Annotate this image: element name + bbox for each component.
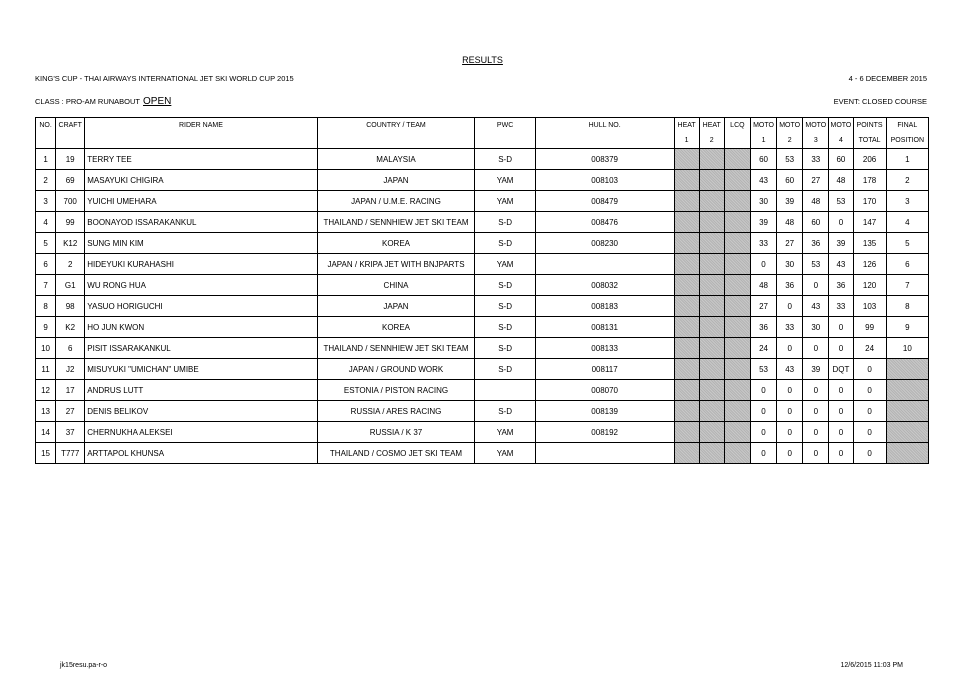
cell-craft: K12 <box>56 233 85 254</box>
table-row <box>36 254 929 275</box>
cell-heat-1 <box>674 170 699 191</box>
cell-country: MALAYSIA <box>317 149 475 170</box>
cell-craft: 99 <box>56 212 85 233</box>
cell-hull: 008139 <box>535 401 674 422</box>
cell-heat-2 <box>699 296 724 317</box>
cell-lcq <box>724 191 750 212</box>
cell-country: THAILAND / COSMO JET SKI TEAM <box>317 443 475 464</box>
subheader-row <box>36 133 929 149</box>
cell-rider: HIDEYUKI KURAHASHI <box>85 254 317 275</box>
cell-craft: 69 <box>56 170 85 191</box>
cell-pwc: S-D <box>475 149 535 170</box>
cell-points-total: 120 <box>853 275 886 296</box>
cell-heat-2 <box>699 149 724 170</box>
cell-moto-3: 0 <box>803 380 829 401</box>
cell-lcq <box>724 212 750 233</box>
cell-moto-2: 53 <box>777 149 803 170</box>
table-row <box>36 359 929 380</box>
cell-heat-1 <box>674 149 699 170</box>
cell-lcq <box>724 233 750 254</box>
cell-final-position <box>886 443 928 464</box>
cell-moto-3: 0 <box>803 422 829 443</box>
col-moto-1-num: 1 <box>750 133 776 149</box>
cell-final-position: 4 <box>886 212 928 233</box>
cell-final-position <box>886 401 928 422</box>
cell-craft: K2 <box>56 317 85 338</box>
cell-moto-4: 0 <box>829 380 853 401</box>
cell-no: 5 <box>36 233 56 254</box>
class-line <box>35 96 171 107</box>
cell-pwc: YAM <box>475 422 535 443</box>
cell-moto-4: 36 <box>829 275 853 296</box>
cell-final-position <box>886 380 928 401</box>
cell-moto-3: 0 <box>803 275 829 296</box>
cell-heat-2 <box>699 275 724 296</box>
cell-points-total: 0 <box>853 359 886 380</box>
cell-country: JAPAN <box>317 296 475 317</box>
results-body <box>36 149 929 464</box>
cell-heat-2 <box>699 317 724 338</box>
cell-rider: MASAYUKI CHIGIRA <box>85 170 317 191</box>
cell-moto-2: 39 <box>777 191 803 212</box>
cell-moto-3: 48 <box>803 191 829 212</box>
cell-rider: YASUO HORIGUCHI <box>85 296 317 317</box>
col-moto-4: MOTO <box>829 118 853 134</box>
cell-heat-1 <box>674 401 699 422</box>
cell-heat-2 <box>699 338 724 359</box>
col-final: FINAL <box>886 118 928 134</box>
cell-craft: G1 <box>56 275 85 296</box>
cell-final-position <box>886 359 928 380</box>
cell-pwc: S-D <box>475 317 535 338</box>
cell-hull: 008183 <box>535 296 674 317</box>
cell-no: 13 <box>36 401 56 422</box>
table-row <box>36 401 929 422</box>
cell-pwc: YAM <box>475 254 535 275</box>
cell-moto-3: 30 <box>803 317 829 338</box>
cell-moto-1: 39 <box>750 212 776 233</box>
col-no: NO. <box>36 118 56 134</box>
cell-lcq <box>724 254 750 275</box>
cell-heat-1 <box>674 233 699 254</box>
cell-rider: PISIT ISSARAKANKUL <box>85 338 317 359</box>
cell-lcq <box>724 380 750 401</box>
cell-heat-1 <box>674 212 699 233</box>
cell-rider: TERRY TEE <box>85 149 317 170</box>
cell-moto-2: 0 <box>777 380 803 401</box>
cell-hull: 008379 <box>535 149 674 170</box>
cell-pwc: YAM <box>475 443 535 464</box>
cell-points-total: 178 <box>853 170 886 191</box>
cell-pwc: S-D <box>475 233 535 254</box>
col-moto-2-num: 2 <box>777 133 803 149</box>
cell-craft: 6 <box>56 338 85 359</box>
cell-hull: 008117 <box>535 359 674 380</box>
cell-moto-2: 0 <box>777 422 803 443</box>
cell-moto-1: 33 <box>750 233 776 254</box>
cell-no: 6 <box>36 254 56 275</box>
results-table <box>35 117 929 464</box>
cell-hull: 008032 <box>535 275 674 296</box>
cell-points-total: 147 <box>853 212 886 233</box>
col-moto-1: MOTO <box>750 118 776 134</box>
cell-craft: J2 <box>56 359 85 380</box>
cell-final-position: 2 <box>886 170 928 191</box>
footer-filename: jk15resu.pa-r-o <box>60 662 108 669</box>
cell-country: JAPAN / GROUND WORK <box>317 359 475 380</box>
cell-moto-4: 53 <box>829 191 853 212</box>
cell-pwc: S-D <box>475 296 535 317</box>
cell-heat-1 <box>674 422 699 443</box>
cell-moto-1: 27 <box>750 296 776 317</box>
cell-moto-1: 0 <box>750 422 776 443</box>
cell-final-position: 7 <box>886 275 928 296</box>
cell-heat-2 <box>699 359 724 380</box>
cell-hull: 008103 <box>535 170 674 191</box>
cell-moto-3: 39 <box>803 359 829 380</box>
col-heat-2-num: 2 <box>699 133 724 149</box>
cell-heat-2 <box>699 212 724 233</box>
cell-pwc: S-D <box>475 338 535 359</box>
col-moto-4-num: 4 <box>829 133 853 149</box>
cell-moto-1: 43 <box>750 170 776 191</box>
cell-rider: HO JUN KWON <box>85 317 317 338</box>
cell-moto-4: 0 <box>829 443 853 464</box>
cell-points-total: 24 <box>853 338 886 359</box>
cell-craft: 17 <box>56 380 85 401</box>
col-points: POINTS <box>853 118 886 134</box>
cell-moto-1: 48 <box>750 275 776 296</box>
cell-hull <box>535 443 674 464</box>
cell-no: 1 <box>36 149 56 170</box>
cell-moto-4: 0 <box>829 401 853 422</box>
cell-moto-1: 0 <box>750 254 776 275</box>
cell-craft: 700 <box>56 191 85 212</box>
cell-moto-4: 0 <box>829 422 853 443</box>
cell-moto-2: 0 <box>777 443 803 464</box>
cell-final-position <box>886 422 928 443</box>
col-points-sub: TOTAL <box>853 133 886 149</box>
cell-lcq <box>724 149 750 170</box>
cell-hull: 008230 <box>535 233 674 254</box>
cell-moto-1: 36 <box>750 317 776 338</box>
cell-pwc: S-D <box>475 275 535 296</box>
cell-moto-1: 60 <box>750 149 776 170</box>
cell-points-total: 0 <box>853 443 886 464</box>
cell-no: 11 <box>36 359 56 380</box>
cell-moto-4: 0 <box>829 212 853 233</box>
cell-heat-2 <box>699 191 724 212</box>
cell-points-total: 126 <box>853 254 886 275</box>
table-row <box>36 338 929 359</box>
col-rider: RIDER NAME <box>85 118 317 134</box>
col-moto-3: MOTO <box>803 118 829 134</box>
col-heat-2: HEAT <box>699 118 724 134</box>
cell-country: CHINA <box>317 275 475 296</box>
cell-hull: 008192 <box>535 422 674 443</box>
cell-country: JAPAN <box>317 170 475 191</box>
cell-rider: CHERNUKHA ALEKSEI <box>85 422 317 443</box>
cell-hull: 008476 <box>535 212 674 233</box>
cell-pwc: S-D <box>475 359 535 380</box>
cell-heat-1 <box>674 254 699 275</box>
cell-no: 2 <box>36 170 56 191</box>
cell-moto-3: 0 <box>803 401 829 422</box>
cell-heat-1 <box>674 317 699 338</box>
cell-rider: WU RONG HUA <box>85 275 317 296</box>
cell-moto-4: 43 <box>829 254 853 275</box>
cell-craft: 2 <box>56 254 85 275</box>
cell-hull: 008131 <box>535 317 674 338</box>
cell-heat-2 <box>699 170 724 191</box>
cell-pwc: S-D <box>475 212 535 233</box>
cell-hull: 008479 <box>535 191 674 212</box>
cell-final-position: 1 <box>886 149 928 170</box>
cell-final-position: 8 <box>886 296 928 317</box>
cell-hull: 008133 <box>535 338 674 359</box>
cell-moto-4: 39 <box>829 233 853 254</box>
cell-no: 7 <box>36 275 56 296</box>
cell-country: RUSSIA / K 37 <box>317 422 475 443</box>
cell-moto-2: 33 <box>777 317 803 338</box>
cell-heat-1 <box>674 191 699 212</box>
cell-moto-3: 36 <box>803 233 829 254</box>
cell-moto-2: 48 <box>777 212 803 233</box>
cell-country: KOREA <box>317 317 475 338</box>
cell-pwc: S-D <box>475 401 535 422</box>
col-heat-1-num: 1 <box>674 133 699 149</box>
cell-points-total: 206 <box>853 149 886 170</box>
cell-country: ESTONIA / PISTON RACING <box>317 380 475 401</box>
cell-heat-1 <box>674 296 699 317</box>
cell-no: 10 <box>36 338 56 359</box>
cell-points-total: 103 <box>853 296 886 317</box>
cell-lcq <box>724 443 750 464</box>
cell-moto-2: 0 <box>777 296 803 317</box>
cell-no: 9 <box>36 317 56 338</box>
cell-rider: ARTTAPOL KHUNSA <box>85 443 317 464</box>
header-row <box>36 118 929 134</box>
cell-moto-3: 0 <box>803 443 829 464</box>
cell-country: RUSSIA / ARES RACING <box>317 401 475 422</box>
cell-lcq <box>724 359 750 380</box>
cell-craft: 27 <box>56 401 85 422</box>
table-row <box>36 380 929 401</box>
cell-moto-2: 0 <box>777 401 803 422</box>
cell-moto-2: 36 <box>777 275 803 296</box>
cell-country: JAPAN / U.M.E. RACING <box>317 191 475 212</box>
col-lcq: LCQ <box>724 118 750 134</box>
cell-hull: 008070 <box>535 380 674 401</box>
cell-final-position: 10 <box>886 338 928 359</box>
cell-moto-3: 43 <box>803 296 829 317</box>
cell-points-total: 170 <box>853 191 886 212</box>
col-moto-3-num: 3 <box>803 133 829 149</box>
cell-moto-2: 43 <box>777 359 803 380</box>
cell-craft: T777 <box>56 443 85 464</box>
cell-moto-4: 60 <box>829 149 853 170</box>
col-hull: HULL NO. <box>535 118 674 134</box>
cell-heat-1 <box>674 443 699 464</box>
class-value: OPEN <box>143 96 172 107</box>
cell-points-total: 0 <box>853 401 886 422</box>
cell-craft: 37 <box>56 422 85 443</box>
page-title: RESULTS <box>462 55 503 65</box>
cell-country: THAILAND / SENNHIEW JET SKI TEAM <box>317 212 475 233</box>
cell-no: 8 <box>36 296 56 317</box>
cell-moto-4: 0 <box>829 317 853 338</box>
cell-heat-1 <box>674 338 699 359</box>
table-row <box>36 275 929 296</box>
class-label: CLASS : PRO-AM RUNABOUT <box>35 97 141 106</box>
cell-moto-3: 0 <box>803 338 829 359</box>
col-moto-2: MOTO <box>777 118 803 134</box>
cell-rider: BOONAYOD ISSARAKANKUL <box>85 212 317 233</box>
cell-moto-1: 0 <box>750 443 776 464</box>
table-row <box>36 149 929 170</box>
event-name: KING'S CUP - THAI AIRWAYS INTERNATIONAL JET SKI WORLD CUP 2015 <box>35 74 294 83</box>
cell-heat-2 <box>699 401 724 422</box>
cell-country: JAPAN / KRIPA JET WITH BNJPARTS <box>317 254 475 275</box>
cell-moto-1: 0 <box>750 401 776 422</box>
cell-moto-4: 33 <box>829 296 853 317</box>
table-row <box>36 296 929 317</box>
cell-moto-1: 30 <box>750 191 776 212</box>
cell-heat-2 <box>699 380 724 401</box>
cell-rider: ANDRUS LUTT <box>85 380 317 401</box>
cell-lcq <box>724 422 750 443</box>
cell-final-position: 6 <box>886 254 928 275</box>
col-country: COUNTRY / TEAM <box>317 118 475 134</box>
cell-moto-2: 0 <box>777 338 803 359</box>
cell-pwc: YAM <box>475 191 535 212</box>
cell-moto-3: 27 <box>803 170 829 191</box>
table-row <box>36 317 929 338</box>
footer-timestamp: 12/6/2015 11:03 PM <box>840 662 903 669</box>
cell-moto-4: 48 <box>829 170 853 191</box>
cell-moto-2: 60 <box>777 170 803 191</box>
cell-heat-1 <box>674 275 699 296</box>
cell-rider: SUNG MIN KIM <box>85 233 317 254</box>
cell-rider: MISUYUKI "UMICHAN" UMIBE <box>85 359 317 380</box>
cell-moto-2: 27 <box>777 233 803 254</box>
cell-final-position: 3 <box>886 191 928 212</box>
table-row <box>36 191 929 212</box>
col-pwc: PWC <box>475 118 535 134</box>
cell-final-position: 5 <box>886 233 928 254</box>
cell-no: 12 <box>36 380 56 401</box>
cell-heat-1 <box>674 359 699 380</box>
cell-craft: 98 <box>56 296 85 317</box>
cell-country: THAILAND / SENNHIEW JET SKI TEAM <box>317 338 475 359</box>
cell-moto-3: 60 <box>803 212 829 233</box>
cell-no: 15 <box>36 443 56 464</box>
cell-final-position: 9 <box>886 317 928 338</box>
cell-moto-3: 33 <box>803 149 829 170</box>
cell-moto-2: 30 <box>777 254 803 275</box>
cell-lcq <box>724 401 750 422</box>
event-type: EVENT: CLOSED COURSE <box>833 97 927 106</box>
cell-lcq <box>724 275 750 296</box>
cell-pwc: YAM <box>475 170 535 191</box>
table-row <box>36 233 929 254</box>
cell-moto-1: 0 <box>750 380 776 401</box>
cell-no: 4 <box>36 212 56 233</box>
cell-moto-4: 0 <box>829 338 853 359</box>
table-row <box>36 170 929 191</box>
col-final-sub: POSITION <box>886 133 928 149</box>
cell-lcq <box>724 338 750 359</box>
col-heat-1: HEAT <box>674 118 699 134</box>
cell-heat-1 <box>674 380 699 401</box>
cell-hull <box>535 254 674 275</box>
cell-heat-2 <box>699 422 724 443</box>
cell-heat-2 <box>699 233 724 254</box>
cell-points-total: 0 <box>853 380 886 401</box>
cell-moto-3: 53 <box>803 254 829 275</box>
cell-lcq <box>724 170 750 191</box>
cell-rider: YUICHI UMEHARA <box>85 191 317 212</box>
cell-country: KOREA <box>317 233 475 254</box>
cell-moto-1: 53 <box>750 359 776 380</box>
col-craft: CRAFT <box>56 118 85 134</box>
cell-points-total: 0 <box>853 422 886 443</box>
cell-lcq <box>724 317 750 338</box>
cell-craft: 19 <box>56 149 85 170</box>
cell-heat-2 <box>699 443 724 464</box>
cell-lcq <box>724 296 750 317</box>
cell-moto-4: DQT <box>829 359 853 380</box>
cell-moto-1: 24 <box>750 338 776 359</box>
table-row <box>36 212 929 233</box>
cell-points-total: 99 <box>853 317 886 338</box>
cell-points-total: 135 <box>853 233 886 254</box>
cell-rider: DENIS BELIKOV <box>85 401 317 422</box>
table-row <box>36 422 929 443</box>
cell-heat-2 <box>699 254 724 275</box>
cell-no: 3 <box>36 191 56 212</box>
cell-no: 14 <box>36 422 56 443</box>
table-row <box>36 443 929 464</box>
event-dates: 4 - 6 DECEMBER 2015 <box>848 74 927 83</box>
cell-pwc <box>475 380 535 401</box>
